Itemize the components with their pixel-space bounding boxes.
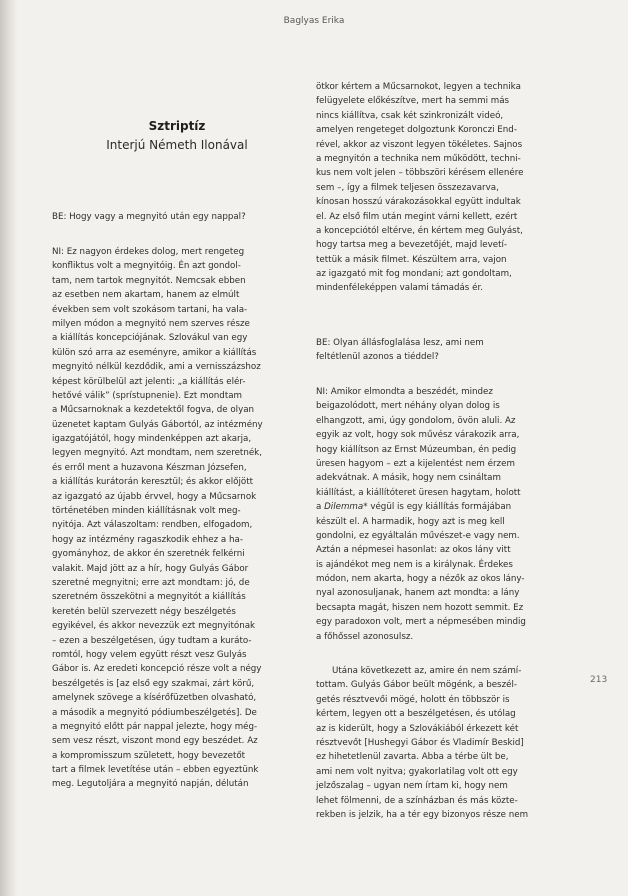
answer-2 [316,385,526,644]
text-line: – ezen a beszélgetésen, úgy tudtam a kuráto- [52,635,252,646]
text-line: kínosan hosszú várakozásokkal együtt indultak [316,197,521,208]
text-line: sem –, így a filmek teljesen összezavarva, [316,182,499,193]
text-line: legyen megnyitó. Azt mondtam, nem szeretnék, [52,448,262,459]
text-line: üresen hagyom – ezt a kijelentést nem érzem [316,458,515,469]
text-line: években sem volt szokásom tartani, ha vala- [52,304,248,315]
text-line: felügyelete előkészítve, mert ha semmi más [316,96,510,107]
text-line: az igazgató mit fog mondani; azt gondoltam, [316,269,512,280]
text-line: valakit. Majd jött az a hír, hogy Gulyás Gábor [52,563,249,574]
text-line: ötkor kértem a Műcsarnokot, legyen a technika [316,82,521,92]
text-line: lehet fölmenni, de a színházban és más közte- [316,795,518,806]
text-line: készült el. A harmadik, hogy azt is meg kell [316,516,505,527]
text-line: hetővé válik” (sprístupnenie). Ezt mondtam [52,390,243,401]
text-line: a főhőssel azonosulsz. [316,631,414,642]
dilemma-line [316,500,526,514]
text-line: Gábor is. Az eredeti koncepció része volt a négy [52,664,262,675]
text-line: becsapta magát, hiszen nem hozott semmit. Ez [316,602,524,613]
page-number: 213 [590,675,608,685]
text-line: amelyen rengeteget dolgoztunk Koronczi End- [316,125,517,136]
text-line: megnyitó nélkül kezdődik, ami a vernisszázshoz [52,362,261,373]
text-line: a kiállítás koncepciójának. Szlovákul van egy [52,333,248,344]
answer-3 [316,664,528,822]
answer-2-lines-a [316,385,526,500]
text-line: egyikével, és akkor nevezzük ezt megnyitónak [52,621,256,632]
text-line: beigazolódott, mert néhány olyan dolog is [316,401,500,412]
text-line: egy paradoxon volt, mert a népmesében mindig [316,617,526,628]
text-line: ami nem volt nyitva; gyakorlatilag volt ott egy [316,766,518,777]
text-line: getés résztvevői mögé, holott én többször is [316,694,510,705]
running-head: Baglyas Erika [283,16,345,26]
text-line: kiállítást, a kiállítóteret üresen hagytam, holott [316,487,521,498]
text-line: nyal azonosuljanak, hanem azt mondta: a lány [316,588,520,599]
book-spine-shadow [0,0,18,896]
text-line: milyen módon a megnyitó nem szerves része [52,318,250,329]
text-line: kus nem volt jelen – többszöri kérésem ellenére [316,168,524,179]
text-line: szeretném összekötni a megnyitót a kiállítás [52,592,246,603]
text-line: a kompromisszum született, hogy bevezetőt [52,750,246,761]
text-line: elhangzott, ami, úgy gondolom, övön aluli. Az [316,415,516,426]
text-line: a koncepciótól eltérve, én kértem meg Gulyást, [316,225,523,236]
text-line: módon, nem akarta, hogy a nézők az okos lány- [316,574,525,585]
text-line: a megnyitón a technika nem működött, techni- [316,153,521,164]
dilemma-prefix: a [316,502,325,513]
text-line: a kiállítás kurátorán keresztül; és akkor előjött [52,477,254,488]
dilemma-title: Dilemma [324,502,364,513]
text-line: hogy tartsa meg a bevezetőjét, majd levetí- [316,240,508,251]
question-2 [316,336,484,365]
text-line: tart a filmek levetítése után – ebben egyeztünk [52,765,259,776]
text-line: ez hihetetlenül zavarta. Abba a térbe ült be, [316,752,509,763]
article-heading [52,118,302,154]
text-line: tettük a másik filmet. Készültem arra, vajon [316,254,507,265]
text-line: a második a megnyitó pódiumbeszélgetés]. De [52,707,257,718]
text-line: jelzőszalag – ugyan nem írtam ki, hogy nem [316,781,508,792]
text-line: a megnyitó előtt pár nappal jelezte, hogy még- [52,721,258,732]
text-line: és erről ment a huzavona Készman Józsefen, [52,462,247,473]
text-line: feltétlenül azonos a tiéddel? [316,352,439,363]
text-line: üzenetet kaptam Gulyás Gábortól, az intézmény [52,419,263,430]
text-line: képest körülbelül azt jelenti: „a kiállítás elér- [52,376,246,387]
text-line: a Műcsarnoknak a kezdetektől fogva, de olyan [52,405,255,416]
question-1 [52,210,246,224]
text-line: is ajándékot meg nem is a királynak. Érdekes [316,559,513,570]
text-line: igazgatójától, hogy mindenképpen azt akarja, [52,434,252,445]
text-line: kértem, legyen ott a beszélgetésen, és utólag [316,709,516,720]
answer-2-lines-b [316,515,526,645]
text-line: BE: Hogy vagy a megnyitó után egy nappal? [52,212,246,222]
text-line: az is kiderült, hogy a Szlovákiából érkezett két [316,723,519,734]
text-line: rével, akkor az viszont legyen tökéletes. Sajnos [316,139,523,150]
text-line: külön szó arra az eseményre, amikor a kiállítás [52,347,257,358]
text-line: beszélgetés is [az első egy szakmai, zárt körű, [52,678,255,689]
text-line: gyományhoz, de akkor én szeretnék felkérni [52,549,245,560]
text-line: el. Az első film után megint várni kellett, ezért [316,211,518,222]
text-line: NI: Ez nagyon érdekes dolog, mert rengeteg [52,247,245,257]
text-line: tottam. Gulyás Gábor beült mögénk, a beszél- [316,680,518,691]
text-line: hogy kiállítson az Ernst Múzeumban, én pedig [316,444,517,455]
text-line: szeretné megnyitni; erre azt mondtam: jó, de [52,577,250,588]
text-line: nyitója. Azt válaszoltam: rendben, elfogadom, [52,520,253,531]
article-subtitle: Interjú Németh Ilonával [106,138,248,152]
text-line: mindenféleképpen valami támadás ér. [316,283,483,294]
text-line: történetében minden kiállításnak volt meg- [52,506,241,517]
text-line: sem vesz részt, viszont mond egy beszédet. Az [52,736,258,747]
text-line: adekvátnak. A másik, hogy nem csináltam [316,473,501,484]
text-line: gondolni, ez egyáltalán művészet-e vagy nem. [316,530,520,541]
text-line: NI: Amikor elmondta a beszédét, mindez [316,387,493,397]
text-line: konfliktus volt a megnyitóig. Én azt gondol- [52,261,241,272]
answer-1-continued [316,80,523,296]
text-line: rekben is jelzik, ha a tér egy bizonyos része nem [316,809,529,820]
text-line: keretén belül szervezett négy beszélgetés [52,606,236,617]
text-line: résztvevőt [Hushegyi Gábor és Vladimír Beskid] [316,737,524,748]
text-line: hogy az intézmény ragaszkodik ehhez a ha- [52,534,243,545]
text-line: tam, nem tartok megnyitót. Nemcsak ebben [52,275,246,286]
text-line: Utána következett az, amire én nem számí- [332,666,522,676]
text-line: egyik az volt, hogy sok művész várakozik arra, [316,430,520,441]
text-line: BE: Olyan állásfoglalása lesz, ami nem [316,338,484,348]
text-line: az esetben nem akartam, hanem az elmúlt [52,290,240,301]
article-title: Sztriptíz [148,119,206,133]
text-line: meg. Legutoljára a megnyitó napján, délután [52,779,249,790]
text-line: nincs kiállítva, csak két szinkronizált videó, [316,110,504,121]
text-line: romtól, hogy velem együtt részt vesz Gulyás [52,649,247,660]
answer-1 [52,245,263,792]
text-line: Aztán a népmesei hasonlat: az okos lány vitt [316,545,511,556]
text-line: amelynek szövege a kísérőfüzetben olvasható, [52,693,257,704]
dilemma-suffix: * végül is egy kiállítás formájában [363,502,512,513]
text-line: az igazgató az újabb érvvel, hogy a Műcsarnok [52,491,257,502]
